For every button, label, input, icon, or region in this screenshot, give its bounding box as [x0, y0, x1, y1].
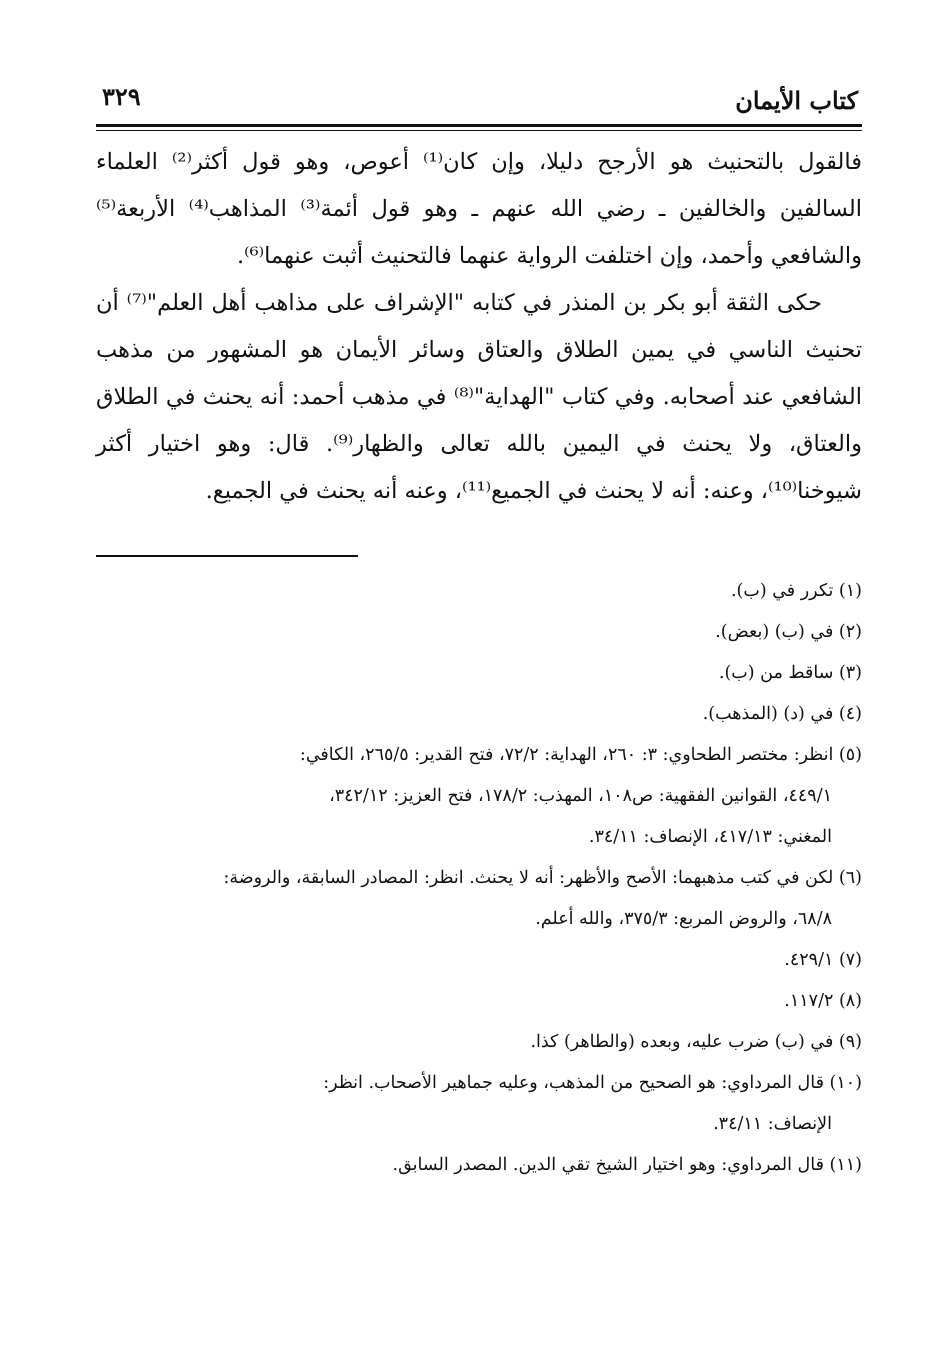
footnote-6-line-2: ٦٨/٨، والروض المربع: ٣٧٥/٣، والله أعلم. [535, 909, 832, 929]
footnote-9: (٩) في (ب) ضرب عليه، وبعده (والطاهر) كذا. [530, 1032, 862, 1052]
footnote-3: (٣) ساقط من (ب). [718, 663, 862, 683]
footnote-4: (٤) في (د) (المذهب). [702, 704, 862, 724]
footnote-11: (١١) قال المرداوي: وهو اختيار الشيخ تقي الدين. المصدر السابق. [392, 1155, 862, 1175]
running-header [96, 80, 862, 124]
footnote-10: (١٠) قال المرداوي: هو الصحيح من المذهب، وعليه جماهير الأصحاب. انظر: [323, 1073, 862, 1093]
footnote-1: (١) تكرر في (ب). [730, 581, 862, 601]
footnote-7: (٧) ٤٢٩/١. [784, 950, 862, 970]
footnote-separator [96, 555, 358, 557]
header-rule-thin [96, 130, 862, 131]
main-text [96, 139, 862, 515]
footnote-5-line-3: المغني: ٤١٧/١٣، الإنصاف: ٣٤/١١. [588, 827, 832, 847]
body-paragraph-1: فالقول بالتحنيث هو الأرجح دليلا، وإن كان⁽¹⁾ أعوص، وهو قول أكثر⁽²⁾ العلماء السالفين والخالفين ـ رضي الله عنهم ـ وهو قول أئمة⁽³⁾ المذاهب⁽⁴⁾ الأربعة⁽⁵⁾ والشافعي وأحمد، وإن اختلفت الرواية عنهما فالتحنيث أثبت عنهما⁽⁶⁾. [96, 149, 863, 269]
footnotes [96, 571, 862, 1186]
footnote-8: (٨) ١١٧/٢. [784, 991, 862, 1011]
chapter-title: كتاب الأيمان [735, 86, 858, 115]
footnote-6: (٦) لكن في كتب مذهبهما: الأصح والأظهر: أنه لا يحنث. انظر: المصادر السابقة، والروضة: [223, 868, 862, 888]
page-number: ٣٢٩ [102, 82, 141, 111]
footnote-5: (٥) انظر: مختصر الطحاوي: ٣: ٢٦٠، الهداية: ٧٢/٢، فتح القدير: ٢٦٥/٥، الكافي: [299, 745, 862, 765]
body-paragraph-2: حكى الثقة أبو بكر بن المنذر في كتابه "الإشراف على مذاهب أهل العلم"⁽⁷⁾ أن تحنيث الناسي في يمين الطلاق والعتاق وسائر الأيمان هو المشهور من مذهب الشافعي عند أصحابه. وفي كتاب "الهداية"⁽⁸⁾ في مذهب أحمد: أنه يحنث في الطلاق والعتاق، ولا يحنث في اليمين بالله تعالى والظهار⁽⁹⁾. قال: وهو اختيار أكثر شيوخنا⁽¹⁰⁾، وعنه: أنه لا يحنث في الجميع⁽¹¹⁾، وعنه أنه يحنث في الجميع. [96, 290, 862, 504]
footnote-5-line-2: ٤٤٩/١، القوانين الفقهية: ص١٠٨، المهذب: ١٧٨/٢، فتح العزيز: ٣٤٢/١٢، [329, 786, 832, 806]
footnote-10-line-2: الإنصاف: ٣٤/١١. [713, 1114, 832, 1134]
book-page [96, 80, 862, 1300]
footnote-2: (٢) في (ب) (بعض). [715, 622, 862, 642]
header-rule-thick [96, 124, 862, 127]
